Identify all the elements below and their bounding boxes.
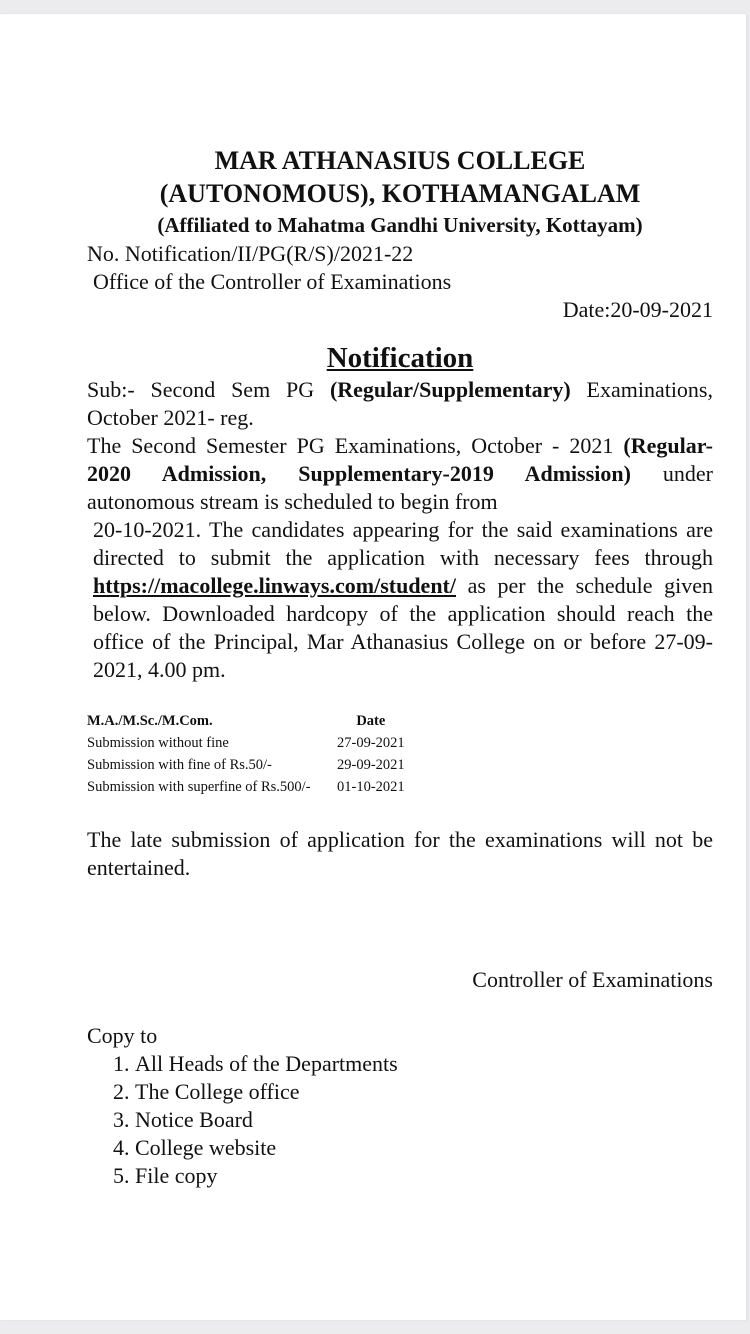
copy-to-list: [87, 1050, 713, 1190]
table-row: [87, 732, 405, 754]
subject-bold: (Regular/Supplementary): [329, 377, 571, 402]
subject-line: [87, 376, 713, 432]
list-item: 4. College website: [135, 1134, 713, 1162]
notification-title: Notification: [326, 342, 474, 374]
reference-number: No. Notification/II/PG(R/S)/2021-22: [87, 241, 414, 266]
p1-bold: (Regular-2020 Admission, Supplementary-2019 Admission): [87, 433, 713, 486]
paragraph-1: [87, 432, 713, 516]
schedule-label: Submission with fine of Rs.50/-: [87, 757, 272, 773]
subject-prefix: Sub:- Second Sem PG: [87, 377, 330, 402]
document-page: [0, 14, 746, 1320]
table-row: [87, 754, 405, 776]
schedule-col1-header: M.A./M.Sc./M.Com.: [87, 713, 213, 729]
p1-text1: The Second Semester PG Examinations, October - 2021: [87, 433, 624, 458]
p2-text1: 20-10-2021. The candidates appearing for the said examinations are directed to submit the application with necessary fees through: [93, 517, 713, 570]
document-content: [87, 144, 713, 1190]
copy-to-heading: Copy to: [87, 1023, 158, 1048]
list-item: 2. The College office: [135, 1078, 713, 1106]
schedule-table: [87, 710, 405, 798]
subject-suffix: Examinations, October 2021- reg.: [87, 377, 713, 430]
affiliation: (Affiliated to Mahatma Gandhi University, Kottayam): [157, 213, 643, 237]
schedule-label: Submission with superfine of Rs.500/-: [87, 779, 311, 795]
p2-text2: as per the schedule given below. Downloaded hardcopy of the application should reach the office of the Principal, Mar Athanasius College on or before 27-09-2021, 4.00 pm.: [93, 573, 713, 682]
schedule-header-row: [87, 710, 405, 732]
list-item: 5. File copy: [135, 1162, 713, 1190]
schedule-date: 29-09-2021: [337, 757, 405, 773]
p1-text2: under autonomous stream is scheduled to begin from: [87, 461, 713, 514]
office-name: Office of the Controller of Examinations: [93, 269, 452, 294]
schedule-date: 27-09-2021: [337, 735, 405, 751]
college-name-line1: MAR ATHANASIUS COLLEGE: [214, 146, 586, 175]
schedule-date: 01-10-2021: [337, 779, 405, 795]
schedule-col2-header: Date: [356, 713, 386, 729]
late-submission-note: The late submission of application for the examinations will not be entertained.: [87, 827, 713, 880]
list-item: 1. All Heads of the Departments: [135, 1050, 713, 1078]
college-name-line2: (AUTONOMOUS), KOTHAMANGALAM: [159, 179, 641, 208]
application-link[interactable]: https://macollege.linways.com/student/: [93, 573, 456, 598]
table-row: [87, 776, 405, 798]
notice-date: Date:20-09-2021: [562, 297, 713, 322]
schedule-label: Submission without fine: [87, 735, 229, 751]
list-item: 3. Notice Board: [135, 1106, 713, 1134]
paragraph-2: [87, 516, 713, 684]
signature: Controller of Examinations: [472, 967, 713, 992]
